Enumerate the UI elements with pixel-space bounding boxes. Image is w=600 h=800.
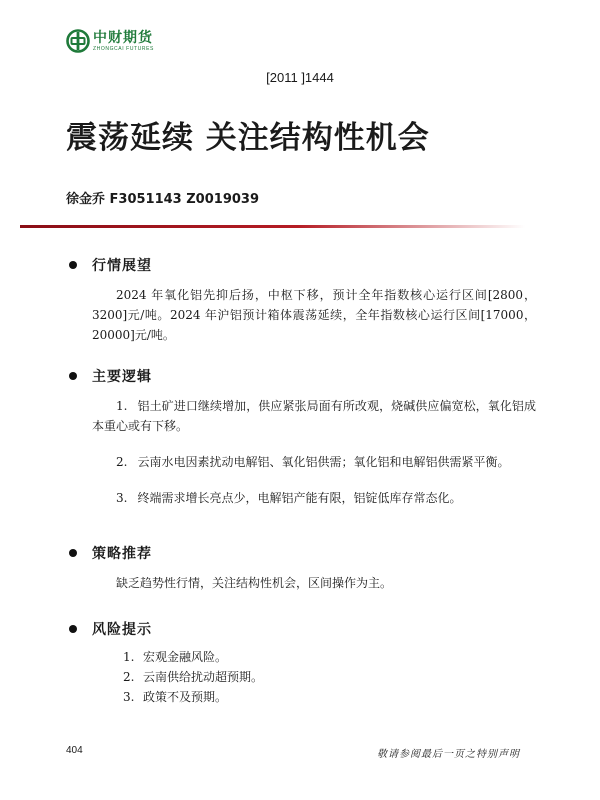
bullet-icon <box>69 372 77 380</box>
logic-item <box>92 396 536 436</box>
zhongcai-logo-icon <box>66 29 90 53</box>
bullet-icon <box>69 625 77 633</box>
outlook-text: 2024 年氧化铝先抑后扬，中枢下移，预计全年指数核心运行区间[2800，3200]元/吨。2024 年沪铝预计箱体震荡延续，全年指数核心运行区间[17000，20000]元/吨。 <box>92 288 536 342</box>
item-text: 铝土矿进口继续增加，供应紧张局面有所改观，烧碱供应偏宽松，氧化铝成本重心或有下移。 <box>92 399 536 433</box>
section-strategy <box>66 543 536 593</box>
item-text: 宏观金融风险。 <box>143 650 228 664</box>
item-text: 终端需求增长亮点少，电解铝产能有限，铝锭低库存常态化。 <box>137 491 462 505</box>
item-text: 云南供给扰动超预期。 <box>143 670 264 684</box>
risk-item <box>123 687 536 707</box>
document-number: [2011 ]1444 <box>266 70 334 85</box>
risk-item <box>123 647 536 667</box>
item-number: 2. <box>123 670 135 684</box>
item-number: 3. <box>116 491 128 505</box>
author-line: 徐金乔 F3051143 Z0019039 <box>66 192 259 207</box>
item-number: 3. <box>123 690 135 704</box>
company-logo <box>66 29 154 53</box>
disclaimer-note: 敬请参阅最后一页之特别声明 <box>377 749 520 760</box>
logo-chinese-name: 中财期货 <box>93 29 153 46</box>
section-title: 行情展望 <box>92 258 152 274</box>
section-title: 策略推荐 <box>92 546 152 562</box>
logic-item <box>92 452 536 472</box>
section-logic <box>66 366 536 508</box>
bullet-icon <box>69 261 77 269</box>
page-number: 404 <box>66 745 83 756</box>
report-title: 震荡延续 关注结构性机会 <box>66 120 430 156</box>
logic-item <box>92 488 536 508</box>
strategy-text: 缺乏趋势性行情，关注结构性机会，区间操作为主。 <box>116 576 393 590</box>
item-number: 1. <box>123 650 135 664</box>
title-divider <box>20 225 525 228</box>
section-outlook <box>66 255 536 345</box>
section-title: 风险提示 <box>92 622 152 638</box>
section-title: 主要逻辑 <box>92 369 152 385</box>
item-number: 2. <box>116 455 128 469</box>
risk-list <box>123 647 536 707</box>
item-text: 云南水电因素扰动电解铝、氧化铝供需；氧化铝和电解铝供需紧平衡。 <box>137 455 510 469</box>
item-number: 1. <box>116 399 128 413</box>
logo-english-name: ZHONGCAI FUTURES <box>93 45 154 52</box>
item-text: 政策不及预期。 <box>143 690 228 704</box>
risk-item <box>123 667 536 687</box>
section-risk <box>66 619 536 707</box>
bullet-icon <box>69 549 77 557</box>
